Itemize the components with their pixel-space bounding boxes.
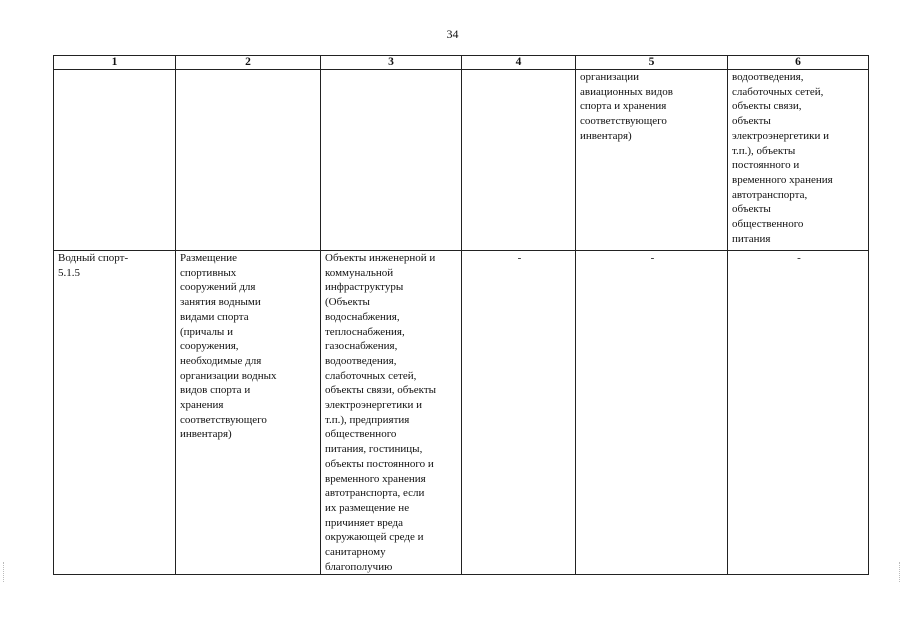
cell-text: водоотведения, слаботочных сетей, объекты связи, объекты электроэнергетики и т.п.), объекты постоянного и временного хранения автотранспорта, объекты общественного питания — [732, 71, 833, 245]
cell-text: организации авиационных видов спорта и хранения соответствующего инвентаря) — [580, 71, 673, 142]
table-cell — [462, 70, 576, 251]
table-cell — [176, 70, 321, 251]
table-cell — [728, 70, 869, 251]
column-header-4: 4 — [462, 56, 576, 70]
column-header-3: 3 — [321, 56, 462, 70]
page-number: 34 — [446, 27, 459, 41]
left-margin-mark — [3, 562, 5, 582]
table-row — [54, 251, 869, 575]
cell-text: Размещение спортивных сооружений для занятия водными видами спорта (причалы и сооружения, необходимые для организации водных видов спорта и хранения соответствующего инвентаря) — [180, 252, 277, 441]
column-header-2: 2 — [176, 56, 321, 70]
table-cell — [321, 70, 462, 251]
cell-text: Водный спорт- 5.1.5 — [58, 252, 129, 279]
cell-text: - — [517, 252, 522, 264]
cell-text: - — [650, 252, 655, 264]
cell-text: - — [797, 252, 801, 264]
table-cell — [576, 251, 728, 575]
cell-text: Объекты инженерной и коммунальной инфраструктуры (Объекты водоснабжения, теплоснабжения, газоснабжения, водоотведения, слаботочных сетей, объекты связи, объекты электроэнергетики и т.п.), предприятия общественного питания, гостиницы, объекты постоянного и временного хранения автотранспорта, если их размещение не причиняет вреда окружающей среде и санитарному благополучию — [325, 252, 437, 573]
table-cell — [176, 251, 321, 575]
table-cell — [54, 70, 176, 251]
right-margin-mark — [899, 562, 901, 582]
column-header-5: 5 — [576, 56, 728, 70]
table-cell — [54, 251, 176, 575]
column-header-1: 1 — [54, 56, 176, 70]
table-cell — [462, 251, 576, 575]
table-header-row — [54, 56, 869, 70]
document-table — [53, 55, 869, 575]
column-header-6: 6 — [728, 56, 869, 70]
table-row — [54, 70, 869, 251]
table-cell — [321, 251, 462, 575]
table-cell — [728, 251, 869, 575]
table-cell — [576, 70, 728, 251]
